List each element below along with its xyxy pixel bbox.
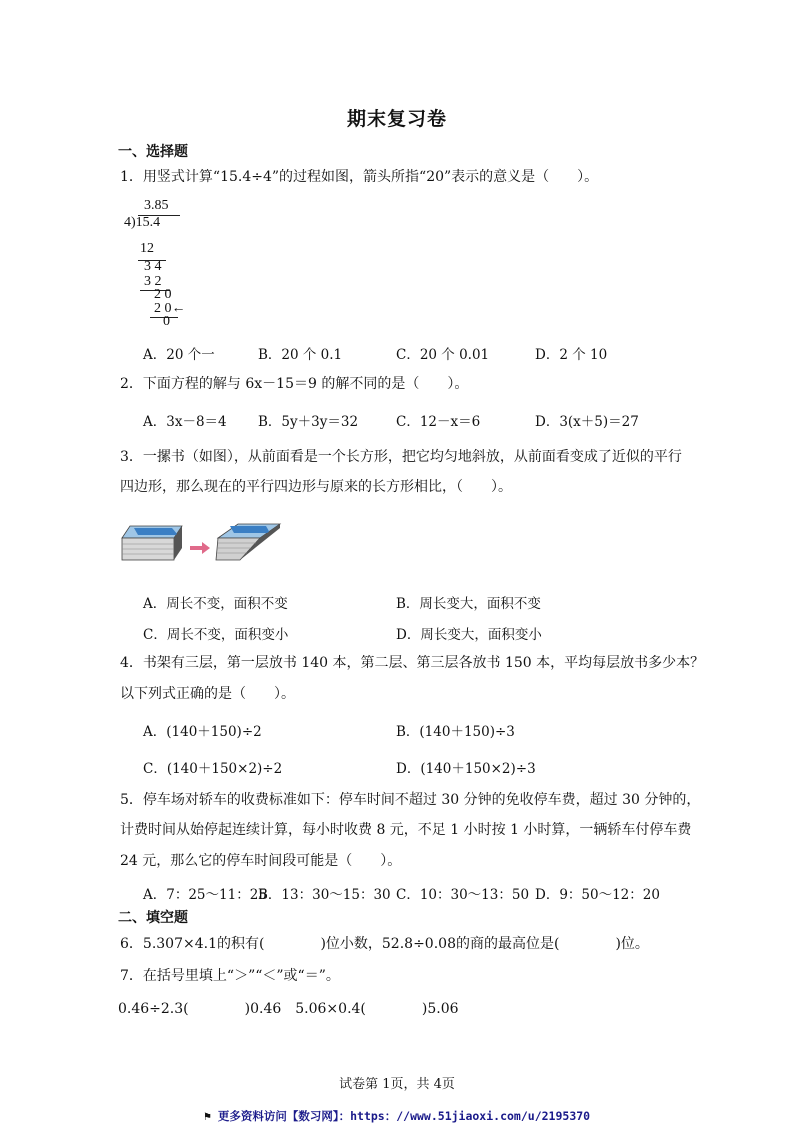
promo-link[interactable] <box>204 1108 590 1124</box>
division-step-0: 0 <box>163 314 170 329</box>
question-5-text-line1: 5．停车场对轿车的收费标准如下：停车时间不超过 30 分钟的免收停车费，超过 30 分钟的， <box>120 792 701 808</box>
q1-option-c: C．20 个 0.01 <box>396 347 490 363</box>
book-stack-figure <box>120 518 290 568</box>
question-3-text-line1: 3．一摞书（如图），从前面看是一个长方形，把它均匀地斜放，从前面看变成了近似的平行 <box>120 449 682 465</box>
question-7-text: 7．在括号里填上“＞”“＜”或“＝”。 <box>120 968 340 984</box>
question-2-text: 2．下面方程的解与 6x－15＝9 的解不同的是（ ）。 <box>120 376 469 392</box>
question-5-text-line2: 计费时间从始停起连续计算，每小时收费 8 元，不足 1 小时按 1 小时算，一辆轿车付停车费 <box>120 822 692 838</box>
promo-text: 更多资料访问【数习网】：https：//www.51jiaoxi.com/u/2195370 <box>217 1109 591 1123</box>
q5-option-a: A．7：25～11：25 <box>143 887 267 903</box>
page-title: 期末复习卷 <box>346 108 447 130</box>
division-step-34: 3 4 <box>144 259 162 274</box>
question-5-text-line3: 24 元，那么它的停车时间段可能是（ ）。 <box>120 853 402 869</box>
division-step-20b-arrow: 2 0← <box>154 301 186 316</box>
long-division-figure <box>116 198 206 328</box>
q2-option-d: D．3(x＋5)＝27 <box>535 414 639 430</box>
q4-option-a: A．(140＋150)÷2 <box>143 724 262 740</box>
q1-option-d: D．2 个 10 <box>535 347 608 363</box>
q5-option-b: B．13：30～15：30 <box>258 887 391 903</box>
right-arrow-icon <box>190 542 210 554</box>
question-3-text-line2: 四边形，那么现在的平行四边形与原来的长方形相比，（ ）。 <box>120 479 512 495</box>
q5-option-c: C．10：30～13：50 <box>396 887 530 903</box>
question-1-text: 1．用竖式计算“15.4÷4”的过程如图，箭头所指“20”表示的意义是（ ）。 <box>120 169 599 185</box>
q3-option-c: C．周长不变，面积变小 <box>143 627 289 643</box>
q1-option-a: A．20 个一 <box>143 347 215 363</box>
division-step-12: 12 <box>140 241 154 256</box>
q2-option-a: A．3x－8＝4 <box>143 414 227 430</box>
section-heading-choice: 一、选择题 <box>118 144 188 160</box>
question-4-text-line2: 以下列式正确的是（ ）。 <box>120 686 295 702</box>
q2-option-b: B．5y＋3y＝32 <box>258 414 359 430</box>
q4-option-b: B．(140＋150)÷3 <box>396 724 515 740</box>
question-6-text: 6．5.307×4.1的积有( )位小数，52.8÷0.08的商的最高位是( )位。 <box>120 936 649 952</box>
question-7-expressions: 0.46÷2.3( )0.46 5.06×0.4( )5.06 <box>118 1001 459 1017</box>
division-step-20a: 2 0 <box>154 287 172 302</box>
page-footer: 试卷第 1页，共 4页 <box>339 1077 455 1092</box>
q4-option-d: D．(140＋150×2)÷3 <box>396 761 536 777</box>
q4-option-c: C．(140＋150×2)÷2 <box>143 761 283 777</box>
q2-option-c: C．12－x＝6 <box>396 414 481 430</box>
flag-icon: ⚑ <box>204 1109 218 1123</box>
division-quotient: 3.85 <box>144 198 169 213</box>
q5-option-d: D．9：50～12：20 <box>535 887 660 903</box>
q3-option-b: B．周长变大，面积不变 <box>396 596 541 612</box>
q3-option-a: A．周长不变，面积不变 <box>143 596 288 612</box>
q1-option-b: B．20 个 0.1 <box>258 347 343 363</box>
division-step-32: 3 2 <box>144 274 162 289</box>
question-4-text-line1: 4．书架有三层，第一层放书 140 本，第二层、第三层各放书 150 本，平均每层放书多少本？ <box>120 655 705 671</box>
section-heading-fill: 二、填空题 <box>118 910 188 926</box>
division-dividend: 4)15.4 <box>124 215 161 230</box>
q3-option-d: D．周长变大，面积变小 <box>396 627 542 643</box>
book-cover-blue <box>134 528 178 535</box>
